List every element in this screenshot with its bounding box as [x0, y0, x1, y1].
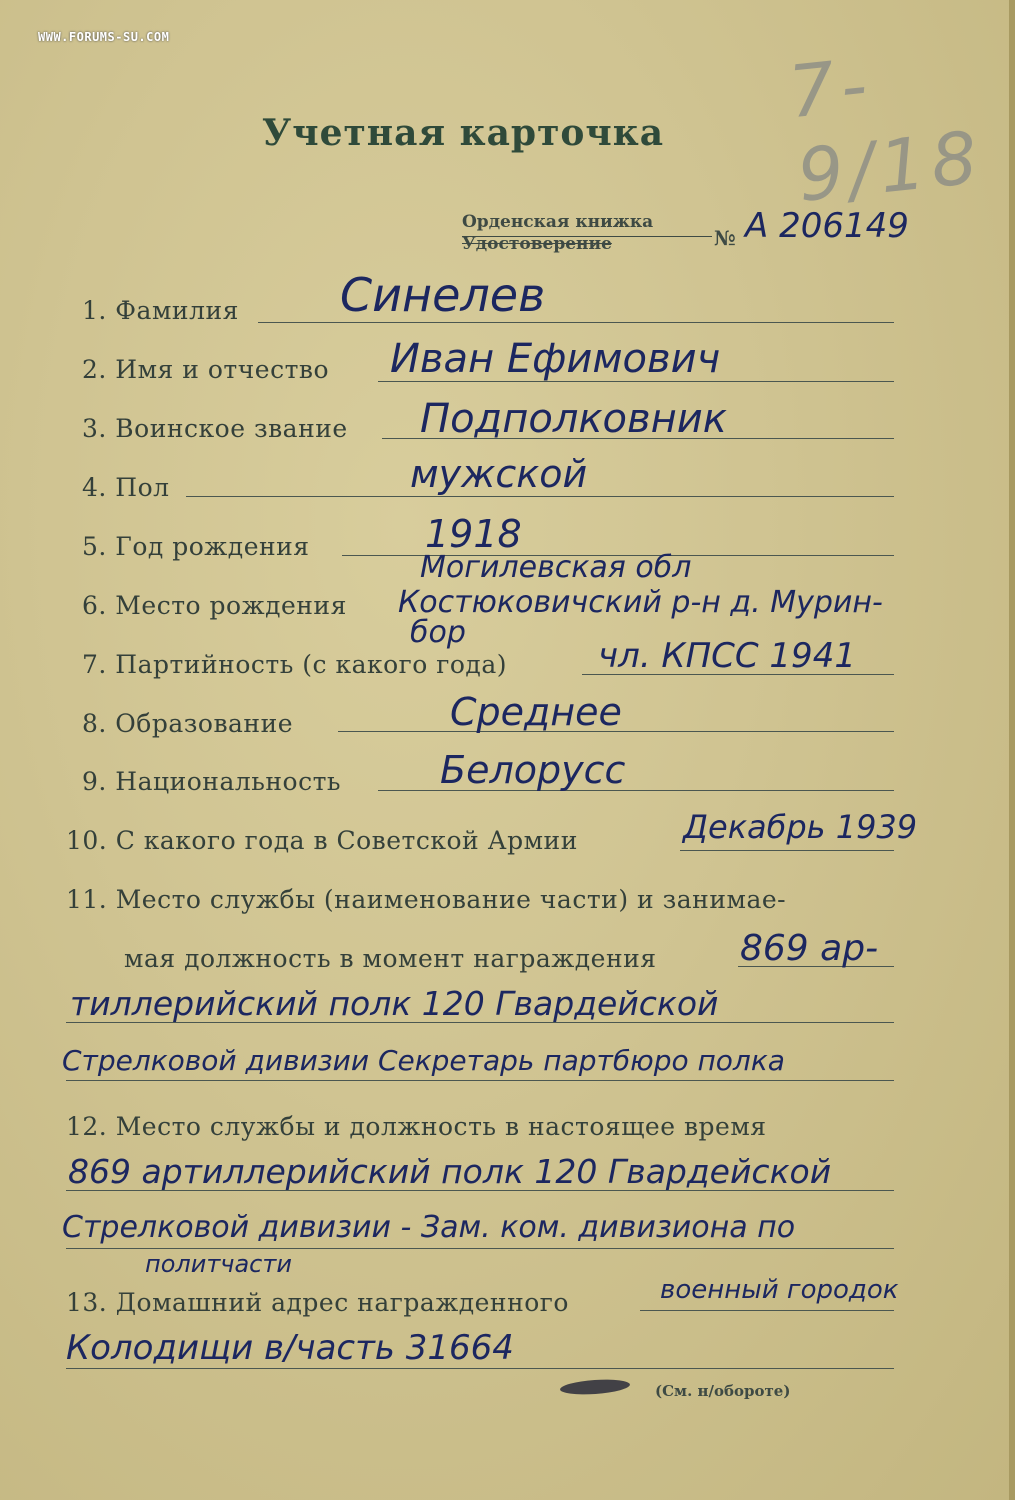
field-education-value: Среднее — [450, 690, 622, 734]
field-current-service-value-line1: 869 артиллерийский полк 120 Гвардейской — [68, 1152, 832, 1191]
field-birth-year-label: 5. Год рождения — [82, 532, 310, 561]
field-surname-value: Синелев — [340, 268, 546, 322]
field-current-service-value-line2: Стрелковой дивизии - Зам. ком. дивизиона по — [62, 1210, 796, 1245]
field-current-service-line2 — [66, 1248, 894, 1249]
field-home-address-line1 — [640, 1310, 894, 1311]
certificate-line-struck: Удостоверение — [462, 234, 612, 254]
field-party-label: 7. Партийность (с какого года) — [82, 650, 507, 679]
field-sex-value: мужской — [410, 452, 588, 496]
field-rank-label: 3. Воинское звание — [82, 414, 348, 443]
field-service-at-award-value-line2: тиллерийский полк 120 Гвардейской — [70, 984, 719, 1023]
field-name-label: 2. Имя и отчество — [82, 355, 330, 384]
field-sex-label: 4. Пол — [82, 473, 170, 502]
field-army-since-value: Декабрь 1939 — [683, 808, 918, 846]
card-title: Учетная карточка — [262, 112, 665, 154]
field-current-service-label: 12. Место службы и должность в настоящее время — [66, 1112, 767, 1141]
field-service-at-award-line3 — [66, 1080, 894, 1081]
order-book-number: А 206149 — [745, 206, 909, 246]
field-army-since-label: 10. С какого года в Советской Армии — [66, 826, 578, 855]
archive-reference-mark: 7-9/18 — [784, 41, 988, 218]
ink-blot — [560, 1378, 631, 1397]
field-nationality-label: 9. Национальность — [82, 767, 342, 796]
order-book-label — [462, 212, 653, 254]
field-name-value: Иван Ефимович — [390, 336, 721, 382]
field-current-service-value-line3: политчасти — [145, 1250, 292, 1278]
number-sign: № — [714, 226, 736, 250]
field-birthplace-value-line3: бор — [410, 615, 466, 650]
field-army-since-line — [680, 850, 894, 851]
divider — [462, 236, 712, 237]
field-rank-value: Подполковник — [420, 396, 727, 442]
field-nationality-value: Белорусс — [440, 748, 626, 792]
field-birthplace-value-line2: Костюковичский р-н д. Мурин- — [398, 585, 883, 620]
order-book-line: Орденская книжка — [462, 212, 654, 232]
field-service-at-award-value-line1: 869 ар- — [740, 928, 879, 969]
field-birthplace-label: 6. Место рождения — [82, 591, 347, 620]
field-surname-label: 1. Фамилия — [82, 296, 239, 325]
see-reverse-note: (См. н/обороте) — [655, 1382, 791, 1400]
field-sex-line — [186, 496, 894, 497]
field-birthplace-value-line1: Могилевская обл — [420, 550, 692, 585]
field-home-address-label: 13. Домашний адрес награжденного — [66, 1288, 569, 1317]
field-birth-year-value: 1918 — [425, 512, 522, 556]
field-party-value: чл. КПСС 1941 — [598, 636, 856, 676]
field-home-address-value-line2: Колодищи в/часть 31664 — [66, 1328, 514, 1368]
field-home-address-value-line1: военный городок — [660, 1275, 899, 1305]
field-service-at-award-label-line1: 11. Место службы (наименование части) и занимае- — [66, 885, 787, 914]
field-education-label: 8. Образование — [82, 709, 294, 738]
field-service-at-award-value-line3: Стрелковой дивизии Секретарь партбюро полка — [62, 1044, 785, 1077]
field-service-at-award-label-line2: мая должность в момент награждения — [124, 944, 657, 973]
watermark: WWW.FORUMS-SU.COM — [38, 30, 170, 44]
field-surname-line — [258, 322, 894, 323]
field-home-address-line2 — [66, 1368, 894, 1369]
